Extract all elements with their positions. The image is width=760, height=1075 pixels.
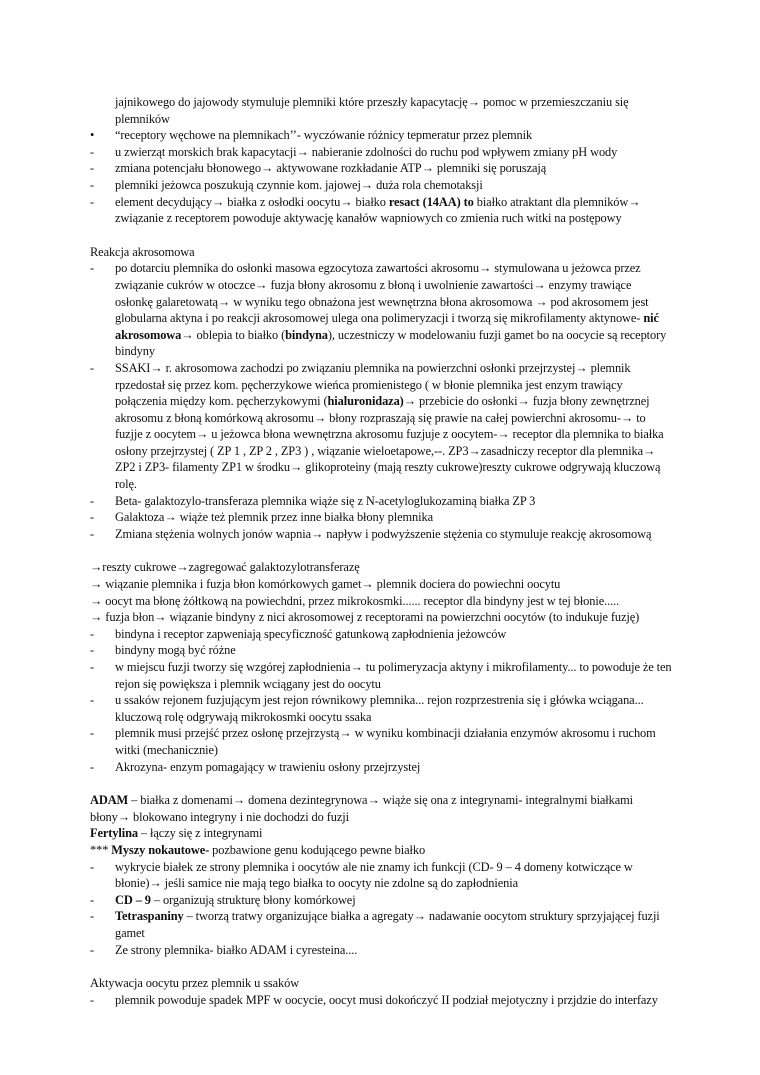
text-fragment: SSAKI→ r. akrosomowa zachodzi po związaniu plemnika na powierzchni osłonki przejrzystej→ plemnik rpzedostał się przez kom. pęcherzykowe wieńca promienistego ( w błonie plemnika jest enzym trawiący połączenia między kom. pęcherzykowymi (: [115, 360, 631, 409]
binding-line: → oocyt ma błonę żółtkową na powiechdni, przez mikrokosmki...... receptor dla bindyny jest w tej błonie.....: [90, 593, 620, 608]
dash-marker: -: [90, 510, 95, 525]
spacer: [90, 775, 672, 792]
dash-marker: -: [90, 660, 95, 674]
list-item: [90, 725, 672, 758]
list-item: [90, 194, 672, 227]
list-item-text: [115, 510, 433, 524]
dash-marker: -: [90, 992, 95, 1007]
dash-marker: -: [90, 261, 95, 276]
list-item: [90, 659, 672, 692]
dash-marker: -: [90, 360, 95, 375]
dash-marker: -: [90, 526, 95, 541]
text-fragment: – organizują strukturę błony komórkowej: [150, 892, 356, 907]
acrosome-list: [90, 260, 672, 542]
bold-term: hialuronidaza): [327, 394, 404, 409]
dash-marker: -: [90, 643, 95, 658]
activation-section: [90, 975, 672, 1008]
list-item: [90, 360, 672, 493]
text-fragment: po dotarciu plemnika do osłonki masowa egzocytoza zawartości akrosomu→ stymulowana u jeżowca przez związanie cukrów w otoczce→ fuzja błony akrosomu z błoną i uwolnienie zawartości→ enzymy trawiące osłonkę galaretowatą→ w wyniku tego obnażona jest wewnętrzna błona akrosomowa → pod akrosomem jest globularna aktyna i po reakcji akrosomowej ulega ona polimeryzacji i tworzą się mikrofilamenty aktynowe-: [115, 261, 649, 326]
dash-marker: -: [90, 144, 95, 159]
list-item: [90, 260, 672, 360]
list-item-text: [115, 494, 535, 508]
text-fragment: ), uczestniczy w modelowaniu fuzji gamet bo na oocycie są receptory bindyny: [115, 327, 667, 359]
text-fragment: Zmiana stężenia wolnych jonów wapnia→ napływ i podwyższenie stężenia co stymuluje reakcję akrosomową: [115, 526, 652, 541]
list-item: [90, 908, 672, 941]
fertilization-section: [90, 94, 672, 227]
stars-marker: ***: [90, 842, 109, 857]
list-item: [90, 626, 672, 643]
list-item-text: bindyna i receptor zapweniają specyficzność gatunkową zapłodnienia jeżowców: [115, 626, 507, 641]
list-item-text: [115, 361, 664, 491]
binding-line: → fuzja błon→ wiązanie bindyny z nici akrosomowej z receptorami na powierzchni oocytów (to indukuje fuzję): [90, 610, 640, 625]
text-fragment: – tworzą tratwy organizujące białka a agregaty→ nadawanie oocytom struktury sprzyjającej fuzji gamet: [115, 909, 660, 940]
dash-marker: -: [90, 177, 95, 192]
text-fragment: białko atraktant dla plemników→ związanie z receptorem powoduje aktywację kanałów wapniowych co zmienia ruch witki na postępowy: [115, 194, 641, 226]
spacer: [90, 542, 672, 559]
dash-marker: -: [90, 626, 95, 641]
list-item: [90, 692, 672, 725]
list-item: [90, 892, 672, 909]
list-item: [90, 493, 672, 510]
binding-list: [90, 626, 672, 775]
list-item-text: [115, 527, 651, 541]
dash-marker: -: [90, 194, 95, 209]
fertilization-list: [90, 127, 672, 227]
dash-marker: -: [90, 942, 95, 957]
list-item-text: [115, 909, 660, 940]
binding-section: [90, 559, 672, 775]
spacer: [90, 227, 672, 244]
text-fragment: Galaktoza→ wiąże też plemnik przez inne białka błony plemnika: [115, 510, 433, 525]
dash-marker: -: [90, 892, 95, 907]
bold-term: resact (14AA) to: [388, 194, 474, 209]
list-item-text: u zwierząt morskich brak kapacytacji→ nabieranie zdolności do ruchu pod wpływem zmiany pH wody: [115, 144, 618, 159]
list-item: [90, 859, 672, 892]
list-item: [90, 160, 672, 177]
bold-term: Tetraspaniny: [115, 909, 184, 924]
list-item: [90, 177, 672, 194]
list-item-text: [115, 860, 633, 891]
list-item: [90, 526, 672, 543]
list-item-text: bindyny mogą być różne: [115, 643, 236, 658]
list-item-text: plemniki jeżowca poszukują czynnie kom. jajowej→ duża rola chemotaksji: [115, 177, 483, 192]
bold-term: CD – 9: [115, 892, 151, 907]
knockout-mice-description: pozbawione genu kodującego pewne białko: [209, 842, 426, 857]
activation-heading: Aktywacja oocytu przez plemnik u ssaków: [90, 976, 300, 991]
adam-list: [90, 859, 672, 959]
list-item-text: zmiana potencjału błonowego→ aktywowane rozkładanie ATP→ plemniki się poruszają: [115, 161, 547, 176]
adam-paragraph: [90, 792, 672, 825]
list-item-text: Akrozyna- enzym pomagający w trawieniu osłony przejrzystej: [115, 759, 421, 774]
list-item-text: [115, 943, 357, 957]
list-item: [90, 942, 672, 959]
list-item: [90, 509, 672, 526]
dash-marker: -: [90, 759, 95, 774]
dash-marker: -: [90, 493, 95, 508]
dash-marker: -: [90, 726, 95, 741]
bold-term: bindyna: [285, 327, 328, 342]
list-item: [90, 992, 672, 1009]
list-item-text: plemnik musi przejść przez osłonę przejrzystą→ w wyniku kombinacji działania enzymów akrosomu i ruchom witki (mechanicznie): [115, 726, 656, 757]
list-item-text: plemnik powoduje spadek MPF w oocycie, oocyt musi dokończyć II podział mejotyczny i przjdzie do interfazy: [115, 992, 658, 1007]
list-item: [90, 642, 672, 659]
list-item: [90, 127, 672, 144]
list-item: [90, 759, 672, 776]
dash-marker: -: [90, 161, 95, 176]
text-fragment: → oblepia to białko (: [181, 327, 286, 342]
adam-description: – białka z domenami→ domena dezintegrynowa→ wiąże się ona z integrynami- integralnymi białkami błony→ blokowano integryny i nie dochodzi do fuzji: [90, 793, 634, 824]
list-item-text: [115, 195, 641, 226]
fertylina-description: – łączy się z integrynami: [137, 826, 263, 841]
list-item-text: u ssaków rejonem fuzjującym jest rejon równikowy plemnika... rejon rozprzestrenia się i główka wciągana... kluczową rolę odgrywają mikrokosmki oocytu ssaka: [115, 693, 644, 724]
adam-section: [90, 792, 672, 958]
dash-marker: -: [90, 859, 95, 874]
text-fragment: → przebicie do osłonki→ fuzja błony zewnętrznej akrosomu z błoną komórkową akrosomu→ błony rozpraszają się prawie na całej powierchni akrosomu-→ to fuzjje z oocytem→ u jeżowca błona wewnętrzna akrosomu fuzjuje z oocytem-→ receptor dla plemnika to białka osłony przejrzystej ( ZP 1 , ZP 2 , ZP3 ) , wiązanie wieloetapowe,--. ZP3→zasadniczy receptor dla plemnika→ ZP2 i ZP3- filamenty ZP1 w środku→ glikoproteiny (mają reszty cukrowe)reszty cukrowe odgrywają kluczową rolę.: [115, 394, 664, 492]
spacer: [90, 958, 672, 975]
bullet-marker: •: [90, 128, 95, 143]
adam-term: ADAM: [90, 793, 129, 808]
text-fragment: wykrycie białek ze strony plemnika i oocytów ale nie znamy ich funkcji (CD- 9 – 4 domeny kotwiczące w błonie)→ jeśli samice nie mają tego białka to oocyty nie zdolne są do zapłodnienia: [115, 859, 633, 891]
bold-term: nić akrosomowa: [115, 311, 659, 342]
dash-marker: -: [90, 693, 95, 708]
activation-list: [90, 992, 672, 1009]
list-item-text: w miejscu fuzji tworzy się wzgórej zapłodnienia→ tu polimeryzacja aktyny i mikrofilamenty... to powoduje że ten rejon się powiększa i plemnik wciągany jest do oocytu: [115, 660, 672, 691]
acrosome-section: [90, 244, 672, 543]
binding-line: → wiązanie plemnika i fuzja błon komórkowych gamet→ plemnik dociera do powiechni oocytu: [90, 577, 561, 592]
list-item: [90, 144, 672, 161]
fertylina-paragraph: [90, 825, 672, 842]
continuation-text: jajnikowego do jajowody stymuluje plemniki które przeszły kapacytację→ pomoc w przemieszczaniu się plemników: [115, 95, 629, 126]
knockout-mice-term: Myszy nokautowe-: [111, 842, 210, 857]
dash-marker: -: [90, 909, 95, 924]
fertylina-term: Fertylina: [90, 826, 138, 841]
binding-line: →reszty cukrowe→zagregować galaktozylotransferazę: [90, 560, 360, 575]
text-fragment: Beta- galaktozylo-transferaza plemnika wiąże się z N-acetyloglukozaminą białka ZP 3: [115, 493, 536, 508]
knockout-mice-paragraph: [90, 842, 672, 859]
text-fragment: Ze strony plemnika- białko ADAM i cyresteina....: [115, 942, 358, 957]
text-fragment: element decydujący→ białka z osłodki oocytu→ białko: [115, 194, 389, 209]
list-item-text: “receptory węchowe na plemnikach’’- wyczówanie różnicy tepmeratur przez plemnik: [115, 128, 533, 143]
acrosome-heading: Reakcja akrosomowa: [90, 244, 195, 259]
list-item-text: [115, 261, 666, 358]
list-item-text: [115, 893, 356, 907]
